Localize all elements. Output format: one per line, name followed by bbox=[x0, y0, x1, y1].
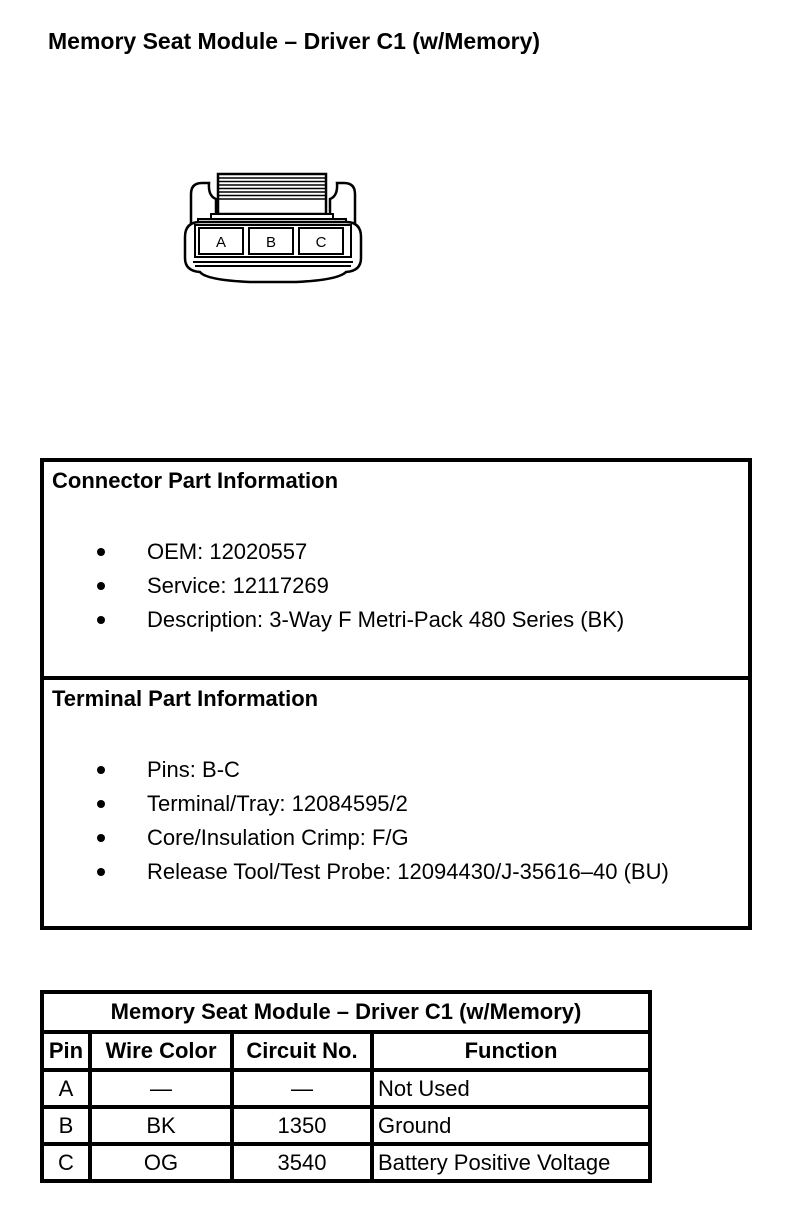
pinout-table-title-row bbox=[42, 992, 650, 1032]
column-header-circuit-no: Circuit No. bbox=[232, 1032, 372, 1070]
connector-part-info-list bbox=[52, 535, 740, 637]
list-item bbox=[52, 569, 740, 603]
connector-diagram bbox=[178, 162, 368, 302]
column-header-pin: Pin bbox=[42, 1032, 90, 1070]
list-item-text: Terminal/Tray: 12084595/2 bbox=[147, 791, 408, 816]
bullet-icon bbox=[97, 582, 105, 590]
bullet-icon bbox=[97, 548, 105, 556]
list-item bbox=[52, 855, 740, 889]
connector-part-info-section bbox=[44, 462, 748, 676]
bullet-icon bbox=[97, 800, 105, 808]
table-row bbox=[42, 1107, 650, 1144]
table-row bbox=[42, 1070, 650, 1107]
pin-label-a: A bbox=[215, 234, 227, 251]
list-item-text: Description: 3-Way F Metri-Pack 480 Series (BK) bbox=[147, 607, 625, 632]
wire-color-cell: BK bbox=[90, 1107, 232, 1144]
list-item-text: Release Tool/Test Probe: 12094430/J-35616–40 (BU) bbox=[147, 859, 669, 884]
bullet-icon bbox=[97, 868, 105, 876]
circuit-no-cell: 3540 bbox=[232, 1144, 372, 1181]
part-information-box bbox=[40, 458, 752, 930]
page-title: Memory Seat Module – Driver C1 (w/Memory) bbox=[48, 28, 541, 54]
pin-label-c: C bbox=[315, 234, 327, 251]
function-cell: Ground bbox=[372, 1107, 650, 1144]
list-item bbox=[52, 821, 740, 855]
list-item bbox=[52, 535, 740, 569]
connector-part-info-heading: Connector Part Information bbox=[52, 468, 339, 493]
terminal-part-info-heading: Terminal Part Information bbox=[52, 686, 319, 711]
pinout-table bbox=[40, 990, 652, 1183]
pinout-table-title: Memory Seat Module – Driver C1 (w/Memory) bbox=[42, 992, 650, 1032]
pin-label-b: B bbox=[265, 234, 277, 251]
bullet-icon bbox=[97, 834, 105, 842]
list-item bbox=[52, 787, 740, 821]
pin-cell: C bbox=[42, 1144, 90, 1181]
list-item-text: Pins: B-C bbox=[147, 757, 240, 782]
pin-cell: A bbox=[42, 1070, 90, 1107]
bullet-icon bbox=[97, 766, 105, 774]
list-item bbox=[52, 603, 740, 637]
terminal-part-info-section bbox=[44, 676, 748, 926]
list-item-text: Core/Insulation Crimp: F/G bbox=[147, 825, 409, 850]
function-cell: Not Used bbox=[372, 1070, 650, 1107]
list-item-text: Service: 12117269 bbox=[147, 573, 329, 598]
pin-cell: B bbox=[42, 1107, 90, 1144]
column-header-function: Function bbox=[372, 1032, 650, 1070]
connector-drawing bbox=[178, 162, 368, 302]
function-cell: Battery Positive Voltage bbox=[372, 1144, 650, 1181]
pinout-table-header-row bbox=[42, 1032, 650, 1070]
wire-color-cell: — bbox=[90, 1070, 232, 1107]
wire-color-cell: OG bbox=[90, 1144, 232, 1181]
column-header-wire-color: Wire Color bbox=[90, 1032, 232, 1070]
terminal-part-info-list bbox=[52, 753, 740, 889]
circuit-no-cell: 1350 bbox=[232, 1107, 372, 1144]
circuit-no-cell: — bbox=[232, 1070, 372, 1107]
list-item bbox=[52, 753, 740, 787]
list-item-text: OEM: 12020557 bbox=[147, 539, 308, 564]
bullet-icon bbox=[97, 616, 105, 624]
connector-ribbed-cap bbox=[218, 174, 326, 214]
table-row bbox=[42, 1144, 650, 1181]
